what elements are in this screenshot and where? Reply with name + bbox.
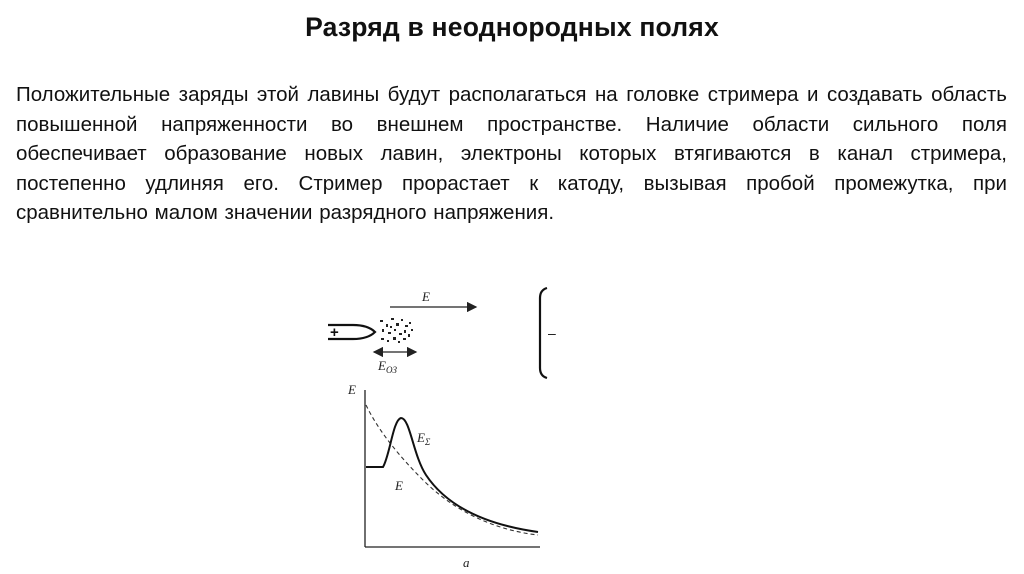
space-charge-cloud: [380, 318, 413, 343]
field-arrow-label: E: [422, 289, 430, 304]
cathode-plate: [540, 288, 547, 378]
slide-title: Разряд в неоднородных полях: [305, 12, 719, 42]
anode-sign: +: [330, 324, 339, 341]
total-field-label: $E_\Sigma$: [417, 430, 431, 447]
external-field-curve: [366, 405, 538, 535]
space-charge-label: $E_{ОЗ}$: [378, 358, 397, 375]
cathode-sign: –: [548, 325, 556, 341]
streamer-diagram: [318, 280, 568, 570]
slide-paragraph: Положительные заряды этой лавины будут располагаться на головке стримера и создавать область повышенной напряженности во внешнем пространстве. Наличие области сильного поля обеспечивает образование новых лавин, электроны которых втягиваются в канал стримера, постепенно удлиняя его. Стример прорастает к катоду, вызывая пробой промежутка, при сравнительно малом значении разрядного напряжения.: [16, 83, 1007, 224]
external-field-label: E: [395, 478, 403, 493]
streamer-figure: [318, 280, 568, 570]
total-field-curve: [366, 418, 538, 532]
graph-y-label: E: [348, 382, 356, 397]
graph-x-label: a: [463, 555, 470, 570]
